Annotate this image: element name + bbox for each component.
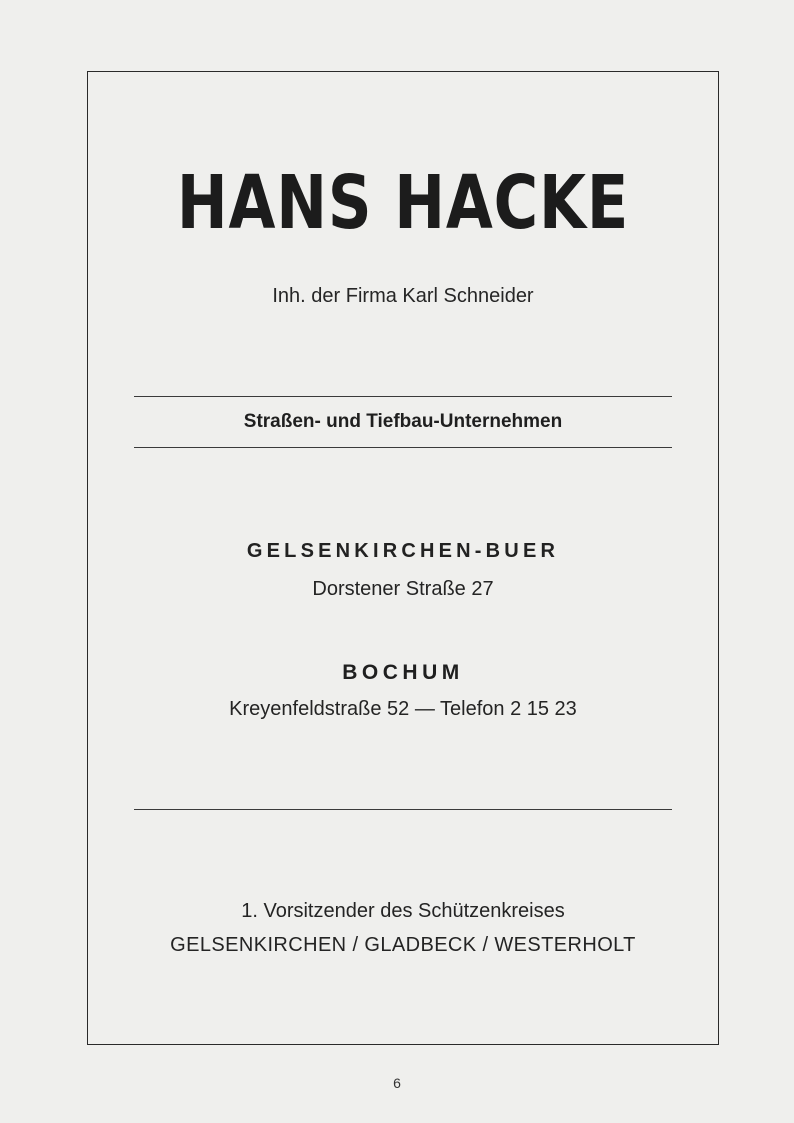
business-type: Straßen- und Tiefbau-Unternehmen xyxy=(243,411,563,432)
chairman-title: 1. Vorsitzender des Schützenkreises xyxy=(241,900,565,922)
location-city-gelsenkirchen: GELSENKIRCHEN-BUER xyxy=(246,540,560,562)
company-name: HANS HACKE xyxy=(176,160,630,246)
divider-top xyxy=(134,396,672,397)
divider-middle xyxy=(134,447,672,448)
location-address-gelsenkirchen: Dorstener Straße 27 xyxy=(312,578,494,600)
owner-line: Inh. der Firma Karl Schneider xyxy=(272,285,534,307)
chairman-region: GELSENKIRCHEN / GLADBECK / WESTERHOLT xyxy=(170,934,636,956)
location-city-bochum: BOCHUM xyxy=(342,661,464,684)
location-address-bochum: Kreyenfeldstraße 52 — Telefon 2 15 23 xyxy=(229,698,577,720)
page-number: 6 xyxy=(393,1075,401,1091)
advertisement-frame xyxy=(87,71,719,1045)
divider-bottom xyxy=(134,809,672,810)
